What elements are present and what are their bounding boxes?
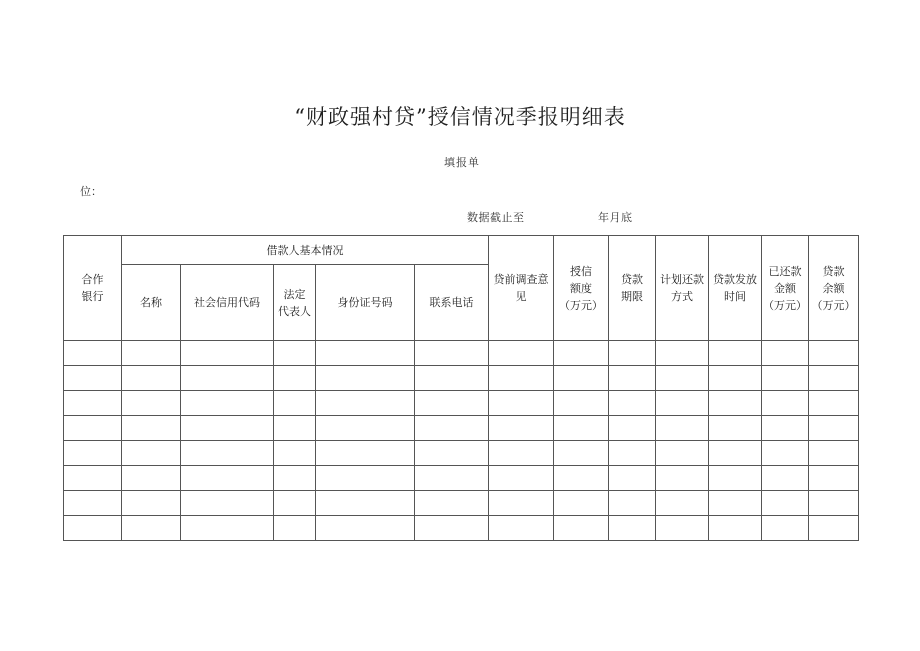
header-borrower-group: 借款人基本情况 [122,236,489,265]
table-cell [181,416,274,441]
table-cell [489,491,554,516]
table-cell [415,416,489,441]
table-cell [554,416,609,441]
data-cutoff-label: 数据截止至 [467,211,525,224]
table-cell [709,416,762,441]
table-cell [489,391,554,416]
table-cell [809,516,859,541]
table-cell [809,491,859,516]
table-cell [122,441,181,466]
table-cell [64,366,122,391]
table-cell [554,341,609,366]
table-cell [415,341,489,366]
table-cell [122,366,181,391]
table-cell [415,366,489,391]
table-cell [122,516,181,541]
header-id-number: 身份证号码 [316,265,415,341]
table-cell [316,491,415,516]
table-cell [656,366,709,391]
table-cell [181,466,274,491]
table-cell [122,466,181,491]
table-cell [762,491,809,516]
table-cell [181,516,274,541]
table-cell [316,341,415,366]
table-cell [415,441,489,466]
table-cell [809,416,859,441]
table-cell [709,366,762,391]
table-cell [181,491,274,516]
header-pre-loan-opinion: 贷前调查意 见 [489,236,554,341]
table-cell [274,391,316,416]
table-cell [274,491,316,516]
table-cell [554,391,609,416]
table-cell [64,466,122,491]
table-cell [656,416,709,441]
header-bank: 合作 银行 [64,236,122,341]
table-row [64,391,859,416]
table-cell [415,491,489,516]
table-cell [489,441,554,466]
table-cell [709,341,762,366]
table-cell [554,366,609,391]
table-cell [554,441,609,466]
table-cell [64,491,122,516]
period-label: 年月底 [598,211,633,224]
header-name: 名称 [122,265,181,341]
header-repay-plan: 计划还款 方式 [656,236,709,341]
table-cell [809,341,859,366]
table-cell [656,341,709,366]
table-cell [489,341,554,366]
table-cell [609,416,656,441]
table-cell [656,466,709,491]
table-cell [122,391,181,416]
table-cell [656,391,709,416]
table-cell [609,466,656,491]
table-cell [274,466,316,491]
table-cell [181,341,274,366]
table-cell [489,466,554,491]
table-cell [809,441,859,466]
table-cell [316,466,415,491]
table-cell [122,341,181,366]
header-loan-term: 贷款 期限 [609,236,656,341]
unit-label-suffix: 位： [80,185,102,198]
table-cell [489,516,554,541]
table-cell [709,516,762,541]
table-cell [609,366,656,391]
table-cell [656,441,709,466]
table-cell [274,441,316,466]
table-cell [762,416,809,441]
table-cell [316,416,415,441]
table-cell [489,366,554,391]
table-cell [762,441,809,466]
table-row [64,366,859,391]
header-phone: 联系电话 [415,265,489,341]
table-cell [656,491,709,516]
table-cell [64,516,122,541]
fill-unit-label: 填报单 [444,156,480,169]
table-cell [274,366,316,391]
table-cell [316,441,415,466]
table-cell [809,366,859,391]
table-cell [809,466,859,491]
table-cell [554,466,609,491]
table-cell [64,441,122,466]
table-cell [316,366,415,391]
header-repaid-amount: 已还款 金额 （万元） [762,236,809,341]
table-cell [762,391,809,416]
table-row [64,491,859,516]
table-cell [709,491,762,516]
table-cell [609,491,656,516]
table-cell [609,341,656,366]
credit-detail-table [63,235,859,541]
header-row-1 [64,236,859,265]
table-cell [554,516,609,541]
table-cell [122,416,181,441]
table-row [64,466,859,491]
header-legal-rep: 法定 代表人 [274,265,316,341]
table-cell [415,466,489,491]
table-cell [415,516,489,541]
table-cell [762,516,809,541]
table-cell [122,491,181,516]
table-cell [609,516,656,541]
header-credit-code: 社会信用代码 [181,265,274,341]
table-cell [656,516,709,541]
page-title: “财政强村贷”授信情况季报明细表 [294,105,626,129]
table-cell [762,466,809,491]
table-cell [64,341,122,366]
table-cell [709,391,762,416]
table-cell [762,341,809,366]
table-cell [609,391,656,416]
table-row [64,341,859,366]
table-row [64,416,859,441]
table-cell [609,441,656,466]
table-cell [181,391,274,416]
table-cell [709,466,762,491]
table-row [64,441,859,466]
table-cell [274,341,316,366]
table-cell [274,416,316,441]
table-cell [64,391,122,416]
table-cell [181,366,274,391]
table-cell [415,391,489,416]
table-cell [762,366,809,391]
table-cell [554,491,609,516]
table-row [64,516,859,541]
table-cell [809,391,859,416]
header-loan-balance: 贷款 余额 （万元） [809,236,859,341]
table-cell [709,441,762,466]
table-cell [181,441,274,466]
table-cell [64,416,122,441]
table-cell [316,391,415,416]
table-cell [316,516,415,541]
table-cell [489,416,554,441]
table-cell [274,516,316,541]
header-credit-amount: 授信 额度 （万元） [554,236,609,341]
header-issue-time: 贷款发放 时间 [709,236,762,341]
